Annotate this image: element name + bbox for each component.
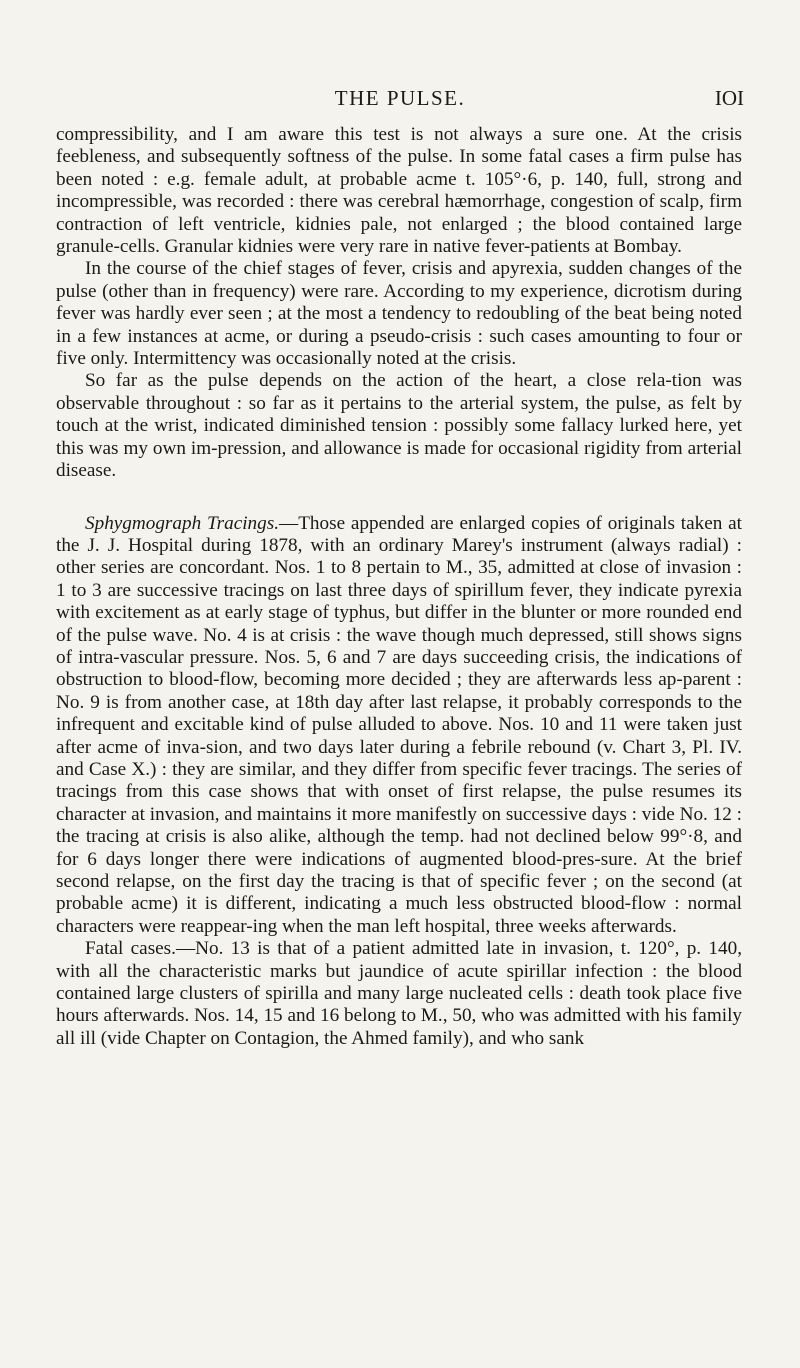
sphygmograph-heading: Sphygmograph Tracings. [85, 512, 279, 534]
sphygmograph-text: —Those appended are enlarged copies of originals taken at the J. J. Hospital during 1878, with an ordinary Marey's instrument (always radial) : other series are concordant. Nos. 1 to 8 pertain to M., 35, admitted at close of invasion : 1 to 3 are successive tracings on last three days of spirillum fever, they indicate pyrexia with excitement as at early stage of typhus, but differ in the blunter or more rounded end of the pulse wave. No. 4 is at crisis : the wave though much depressed, still shows signs of intra-vascular pressure. Nos. 5, 6 and 7 are days succeeding crisis, the indications of obstruction to blood-flow, becoming more decided ; they are afterwards less ap-parent : No. 9 is from another case, at 18th day after last relapse, it probably corresponds to the infrequent and excitable kind of pulse alluded to above. Nos. 10 and 11 were taken just after acme of inva-sion, and two days later during a febrile rebound (v. Chart 3, Pl. IV. and Case X.) : they are similar, and they differ from specific fever tracings. The series of tracings from this case shows that with onset of first relapse, the pulse resumes its character at invasion, and maintains it more manifestly on successive days : vide No. 12 : the tracing at crisis is also alike, although the temp. had not declined below 99°·8, and for 6 days longer there were indications of augmented blood-pres-sure. At the brief second relapse, on the first day the tracing is that of specific fever ; on the second (at probable acme) it is different, indicating a much less obstructed blood-flow : normal characters were reappear-ing when the man left hospital, three weeks afterwards. [56, 512, 742, 937]
running-title: THE PULSE. [334, 86, 466, 110]
paragraph-fatal-cases: Fatal cases.—No. 13 is that of a patient admitted late in invasion, t. 120°, p. 140, with all the characteristic marks but jaundice of acute spirillar infection : the blood contained large clusters of spirilla and many large nucleated cells : death took place five hours afterwards. Nos. 14, 15 and 16 belong to M., 50, who was admitted with his family all ill (vide Chapter on Contagion, the Ahmed family), and who sank [56, 938, 742, 1049]
running-head [0, 86, 800, 116]
paragraph-compressibility: compressibility, and I am aware this test is not always a sure one. At the crisis feebleness, and subsequently softness of the pulse. In some fatal cases a firm pulse has been noted : e.g. female adult, at probable acme t. 105°·6, p. 140, full, strong and incompressible, was recorded : there was cerebral hæmorrhage, congestion of scalp, firm contraction of left ventricle, kidnies pale, not enlarged ; the blood contained large granule-cells. Granular kidnies were very rare in native fever-patients at Bombay. [56, 124, 742, 258]
body-text [56, 124, 742, 1050]
page-number: IOI [714, 86, 744, 110]
paragraph-sphygmograph [56, 513, 742, 939]
paragraph-heart-action: So far as the pulse depends on the action of the heart, a close rela-tion was observable throughout : so far as it pertains to the arterial system, the pulse, as felt by touch at the wrist, indicated diminished tension : possibly some fallacy lurked here, yet this was my own im-pression, and allowance is made for occasional rigidity from arterial disease. [56, 370, 742, 482]
paragraph-course-of-fever: In the course of the chief stages of fever, crisis and apyrexia, sudden changes of the pulse (other than in frequency) were rare. According to my experience, dicrotism during fever was hardly ever seen ; at the most a tendency to redoubling of the beat being noted in a few instances at acme, or during a pseudo-crisis : such cases amounting to four or five only. Intermittency was occasionally noted at the crisis. [56, 258, 742, 370]
